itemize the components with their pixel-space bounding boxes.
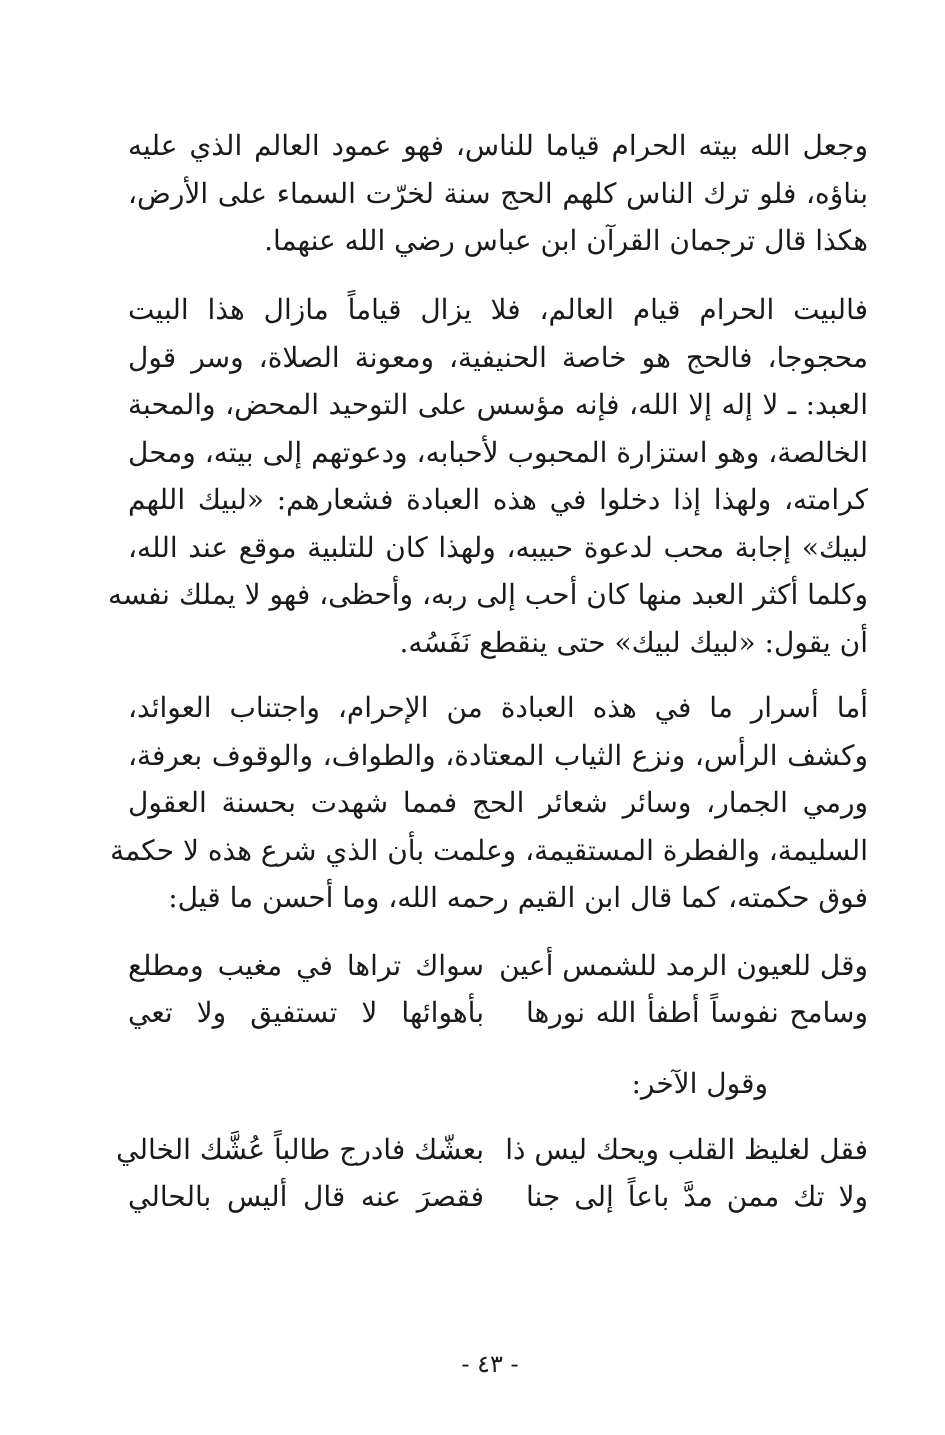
poem-verse	[128, 989, 868, 1036]
poem-two-intro: وقول الآخر:	[631, 1067, 768, 1100]
paragraph-line: محجوجا، فالحج هو خاصة الحنيفية، ومعونة الصلاة، وسر قول	[128, 340, 868, 374]
paragraph-line: فوق حكمته، كما قال ابن القيم رحمه الله، وما أحسن ما قيل:	[168, 881, 868, 914]
paragraph-line: وجعل الله بيته الحرام قياما للناس، فهو عمود العالم الذي عليه	[128, 129, 868, 162]
verse-first-half: ولا تك ممن مدَّ باعاً إلى جنا	[526, 1180, 868, 1213]
paragraph-line: كرامته، ولهذا إذا دخلوا في هذه العبادة فشعارهم: «لبيك اللهم	[128, 483, 868, 516]
verse-first-half: وقل للعيون الرمد للشمس أعين	[499, 949, 868, 982]
paragraph-3	[110, 684, 868, 922]
poem-verse	[116, 1126, 868, 1173]
page-number: - ٤٣ -	[461, 1350, 519, 1378]
paragraph-line: الخالصة، وهو استزارة المحبوب لأحبابه، ودعوتهم إلى بيته، ومحل	[128, 435, 868, 469]
paragraph-line: وكشف الرأس، ونزع الثياب المعتادة، والطواف، والوقوف بعرفة،	[128, 738, 868, 772]
paragraph-line: أما أسرار ما في هذه العبادة من الإحرام، واجتناب العوائد،	[128, 691, 868, 724]
paragraph-line: أن يقول: «لبيك لبيك» حتى ينقطع نَفَسُه.	[399, 625, 868, 659]
verse-second-half: سواك تراها في مغيب ومطلع	[128, 949, 484, 982]
poem-verse	[128, 942, 868, 989]
paragraph-line: فالبيت الحرام قيام العالم، فلا يزال قياماً مازال هذا البيت	[128, 293, 868, 326]
poem-one	[128, 942, 868, 1036]
paragraph-line: هكذا قال ترجمان القرآن ابن عباس رضي الله عنهما.	[264, 224, 868, 257]
verse-second-half: بأهوائها لا تستفيق ولا تعي	[128, 996, 484, 1029]
paragraph-2	[108, 286, 868, 666]
paragraph-line: ورمي الجمار، وسائر شعائر الحج فمما شهدت بحسنة العقول	[128, 786, 868, 819]
poem-verse	[128, 1173, 868, 1220]
paragraph-line: بناؤه، فلو ترك الناس كلهم الحج سنة لخرّت السماء على الأرض،	[128, 176, 868, 210]
paragraph-line: العبد: ـ لا إله إلا الله، فإنه مؤسس على التوحيد المحض، والمحبة	[128, 388, 868, 421]
poem-two	[116, 1126, 868, 1220]
paragraph-line: لبيك» إجابة محب لدعوة حبيبه، ولهذا كان للتلبية موقع عند الله،	[128, 530, 868, 564]
paragraph-line: وكلما أكثر العبد منها كان أحب إلى ربه، وأحظى، فهو لا يملك نفسه	[108, 578, 868, 611]
verse-second-half: بعشّك فادرج طالباً عُشَّك الخالي	[116, 1133, 484, 1166]
paragraph-line: السليمة، والفطرة المستقيمة، وعلمت بأن الذي شرع هذه لا حكمة	[110, 833, 868, 867]
verse-second-half: فقصرَ عنه قال أليس بالحالي	[128, 1180, 484, 1213]
paragraph-1	[128, 122, 868, 265]
verse-first-half: وسامح نفوساً أطفأ الله نورها	[526, 996, 868, 1029]
verse-first-half: فقل لغليظ القلب ويحك ليس ذا	[505, 1133, 868, 1166]
